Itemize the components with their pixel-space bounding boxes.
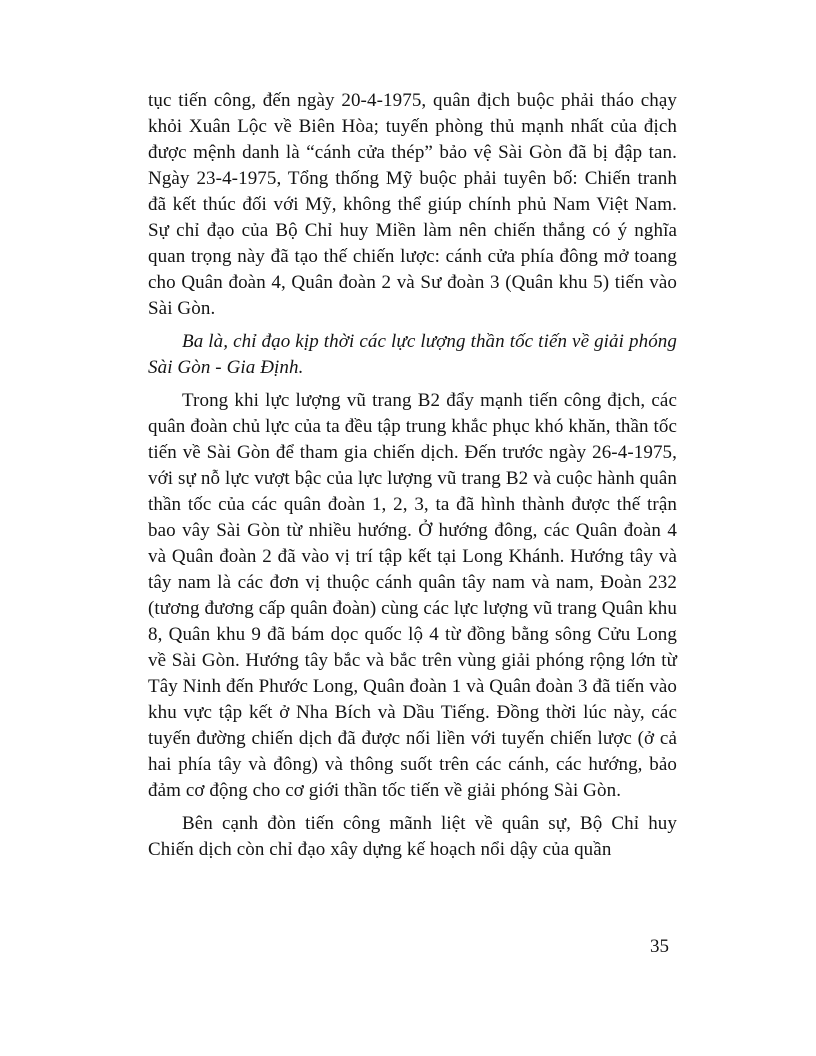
paragraph-continuation: tục tiến công, đến ngày 20-4-1975, quân địch buộc phải tháo chạy khỏi Xuân Lộc về Biên Hòa; tuyến phòng thủ mạnh nhất của địch được mệnh danh là “cánh cửa thép” bảo vệ Sài Gòn đã bị đập tan. Ngày 23-4-1975, Tổng thống Mỹ buộc phải tuyên bố: Chiến tranh đã kết thúc đối với Mỹ, không thể giúp chính phủ Nam Việt Nam. Sự chỉ đạo của Bộ Chỉ huy Miền làm nên chiến thắng có ý nghĩa quan trọng này đã tạo thế chiến lược: cánh cửa phía đông mở toang cho Quân đoàn 4, Quân đoàn 2 và Sư đoàn 3 (Quân khu 5) tiến vào Sài Gòn. xyxy=(148,90,677,319)
paragraph-body-last: Bên cạnh đòn tiến công mãnh liệt về quân sự, Bộ Chỉ huy Chiến dịch còn chỉ đạo xây dựng kế hoạch nổi dậy của quần xyxy=(148,813,677,860)
page-number: 35 xyxy=(650,936,669,957)
page-text xyxy=(148,88,677,863)
paragraph-body: Trong khi lực lượng vũ trang B2 đẩy mạnh tiến công địch, các quân đoàn chủ lực của ta đều tập trung khắc phục khó khăn, thần tốc tiến về Sài Gòn để tham gia chiến dịch. Đến trước ngày 26-4-1975, với sự nỗ lực vượt bậc của lực lượng vũ trang B2 và cuộc hành quân thần tốc của các quân đoàn 1, 2, 3, ta đã hình thành được thế trận bao vây Sài Gòn từ nhiều hướng. Ở hướng đông, các Quân đoàn 4 và Quân đoàn 2 đã vào vị trí tập kết tại Long Khánh. Hướng tây và tây nam là các đơn vị thuộc cánh quân tây nam và nam, Đoàn 232 (tương đương cấp quân đoàn) cùng các lực lượng vũ trang Quân khu 8, Quân khu 9 đã bám dọc quốc lộ 4 từ đồng bằng sông Cửu Long về Sài Gòn. Hướng tây bắc và bắc trên vùng giải phóng rộng lớn từ Tây Ninh đến Phước Long, Quân đoàn 1 và Quân đoàn 3 đã tiến vào khu vực tập kết ở Nha Bích và Dầu Tiếng. Đồng thời lúc này, các tuyến đường chiến dịch đã được nối liền với tuyến chiến lược (ở cả hai phía tây và đông) và thông suốt trên các cánh, các hướng, bảo đảm cơ động cho cơ giới thần tốc tiến về giải phóng Sài Gòn. xyxy=(148,390,677,801)
paragraph-italic-subpoint: Ba là, chỉ đạo kịp thời các lực lượng thần tốc tiến về giải phóng Sài Gòn - Gia Định. xyxy=(148,331,677,378)
